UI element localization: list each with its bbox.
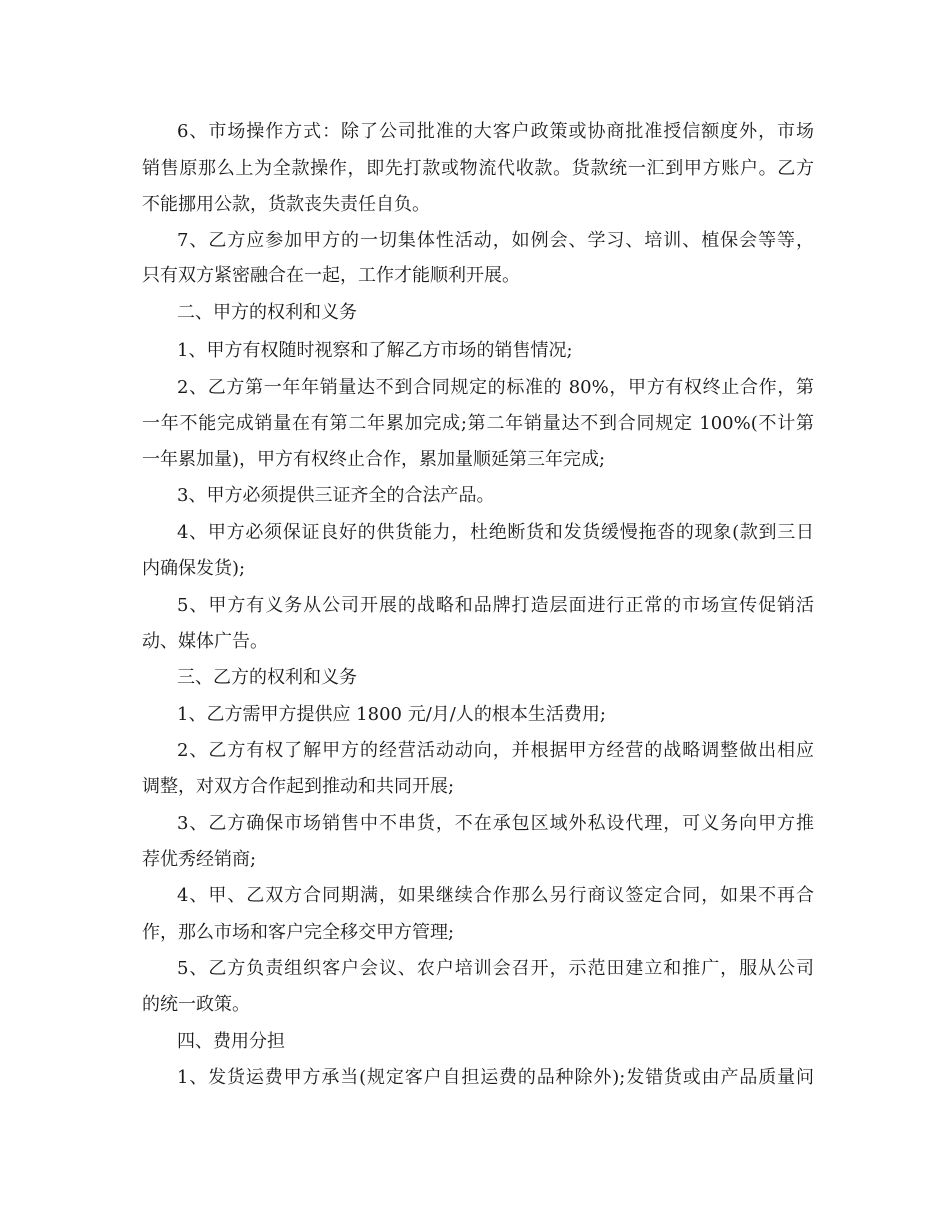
paragraph-line: 的统一政策。: [142, 994, 250, 1015]
paragraph-line: 7、乙方应参加甲方的一切集体性活动，如例会、学习、培训、植保会等等，: [177, 230, 814, 251]
paragraph-line: 2、乙方有权了解甲方的经营活动动向，并根据甲方经营的战略调整做出相应: [177, 740, 814, 761]
section-heading: 四、费用分担: [177, 1031, 285, 1052]
paragraph-line: 只有双方紧密融合在一起，工作才能顺利开展。: [142, 265, 520, 286]
paragraph-line: 6、市场操作方式：除了公司批准的大客户政策或协商批准授信额度外，市场: [177, 121, 814, 142]
paragraph-line: 动、媒体广告。: [142, 631, 268, 652]
paragraph-line: 不能挪用公款，货款丧失责任自负。: [142, 194, 430, 215]
paragraph-line: 3、乙方确保市场销售中不串货，不在承包区域外私设代理，可义务向甲方推: [177, 813, 814, 834]
paragraph-line: 调整，对双方合作起到推动和共同开展;: [142, 776, 455, 797]
paragraph-line: 5、甲方有义务从公司开展的战略和品牌打造层面进行正常的市场宣传促销活: [177, 595, 814, 616]
paragraph-line: 荐优秀经销商;: [142, 849, 257, 870]
paragraph-line: 4、甲方必须保证良好的供货能力，杜绝断货和发货缓慢拖沓的现象(款到三日: [177, 522, 814, 543]
paragraph-line: 一年不能完成销量在有第二年累加完成;第二年销量达不到合同规定 100%(不计第: [142, 413, 814, 434]
section-heading: 三、乙方的权利和义务: [177, 667, 357, 688]
paragraph-line: 1、乙方需甲方提供应 1800 元/月/人的根本生活费用;: [177, 704, 606, 725]
paragraph-line: 3、甲方必须提供三证齐全的合法产品。: [177, 485, 495, 506]
paragraph-line: 4、甲、乙双方合同期满，如果继续合作那么另行商议签定合同，如果不再合: [177, 885, 814, 906]
paragraph-line: 1、甲方有权随时视察和了解乙方市场的销售情况;: [177, 340, 573, 361]
paragraph-line: 5、乙方负责组织客户会议、农户培训会召开，示范田建立和推广，服从公司: [177, 958, 814, 979]
paragraph-line: 2、乙方第一年年销量达不到合同规定的标准的 80%，甲方有权终止合作，第: [177, 377, 814, 398]
section-heading: 二、甲方的权利和义务: [177, 302, 357, 323]
paragraph-line: 作，那么市场和客户完全移交甲方管理;: [142, 922, 455, 943]
paragraph-line: 1、发货运费甲方承当(规定客户自担运费的品种除外);发错货或由产品质量问: [177, 1067, 814, 1088]
paragraph-line: 内确保发货);: [142, 558, 246, 579]
paragraph-line: 销售原那么上为全款操作，即先打款或物流代收款。货款统一汇到甲方账户。乙方: [142, 158, 814, 179]
paragraph-line: 一年累加量)，甲方有权终止合作，累加量顺延第三年完成;: [142, 449, 606, 470]
